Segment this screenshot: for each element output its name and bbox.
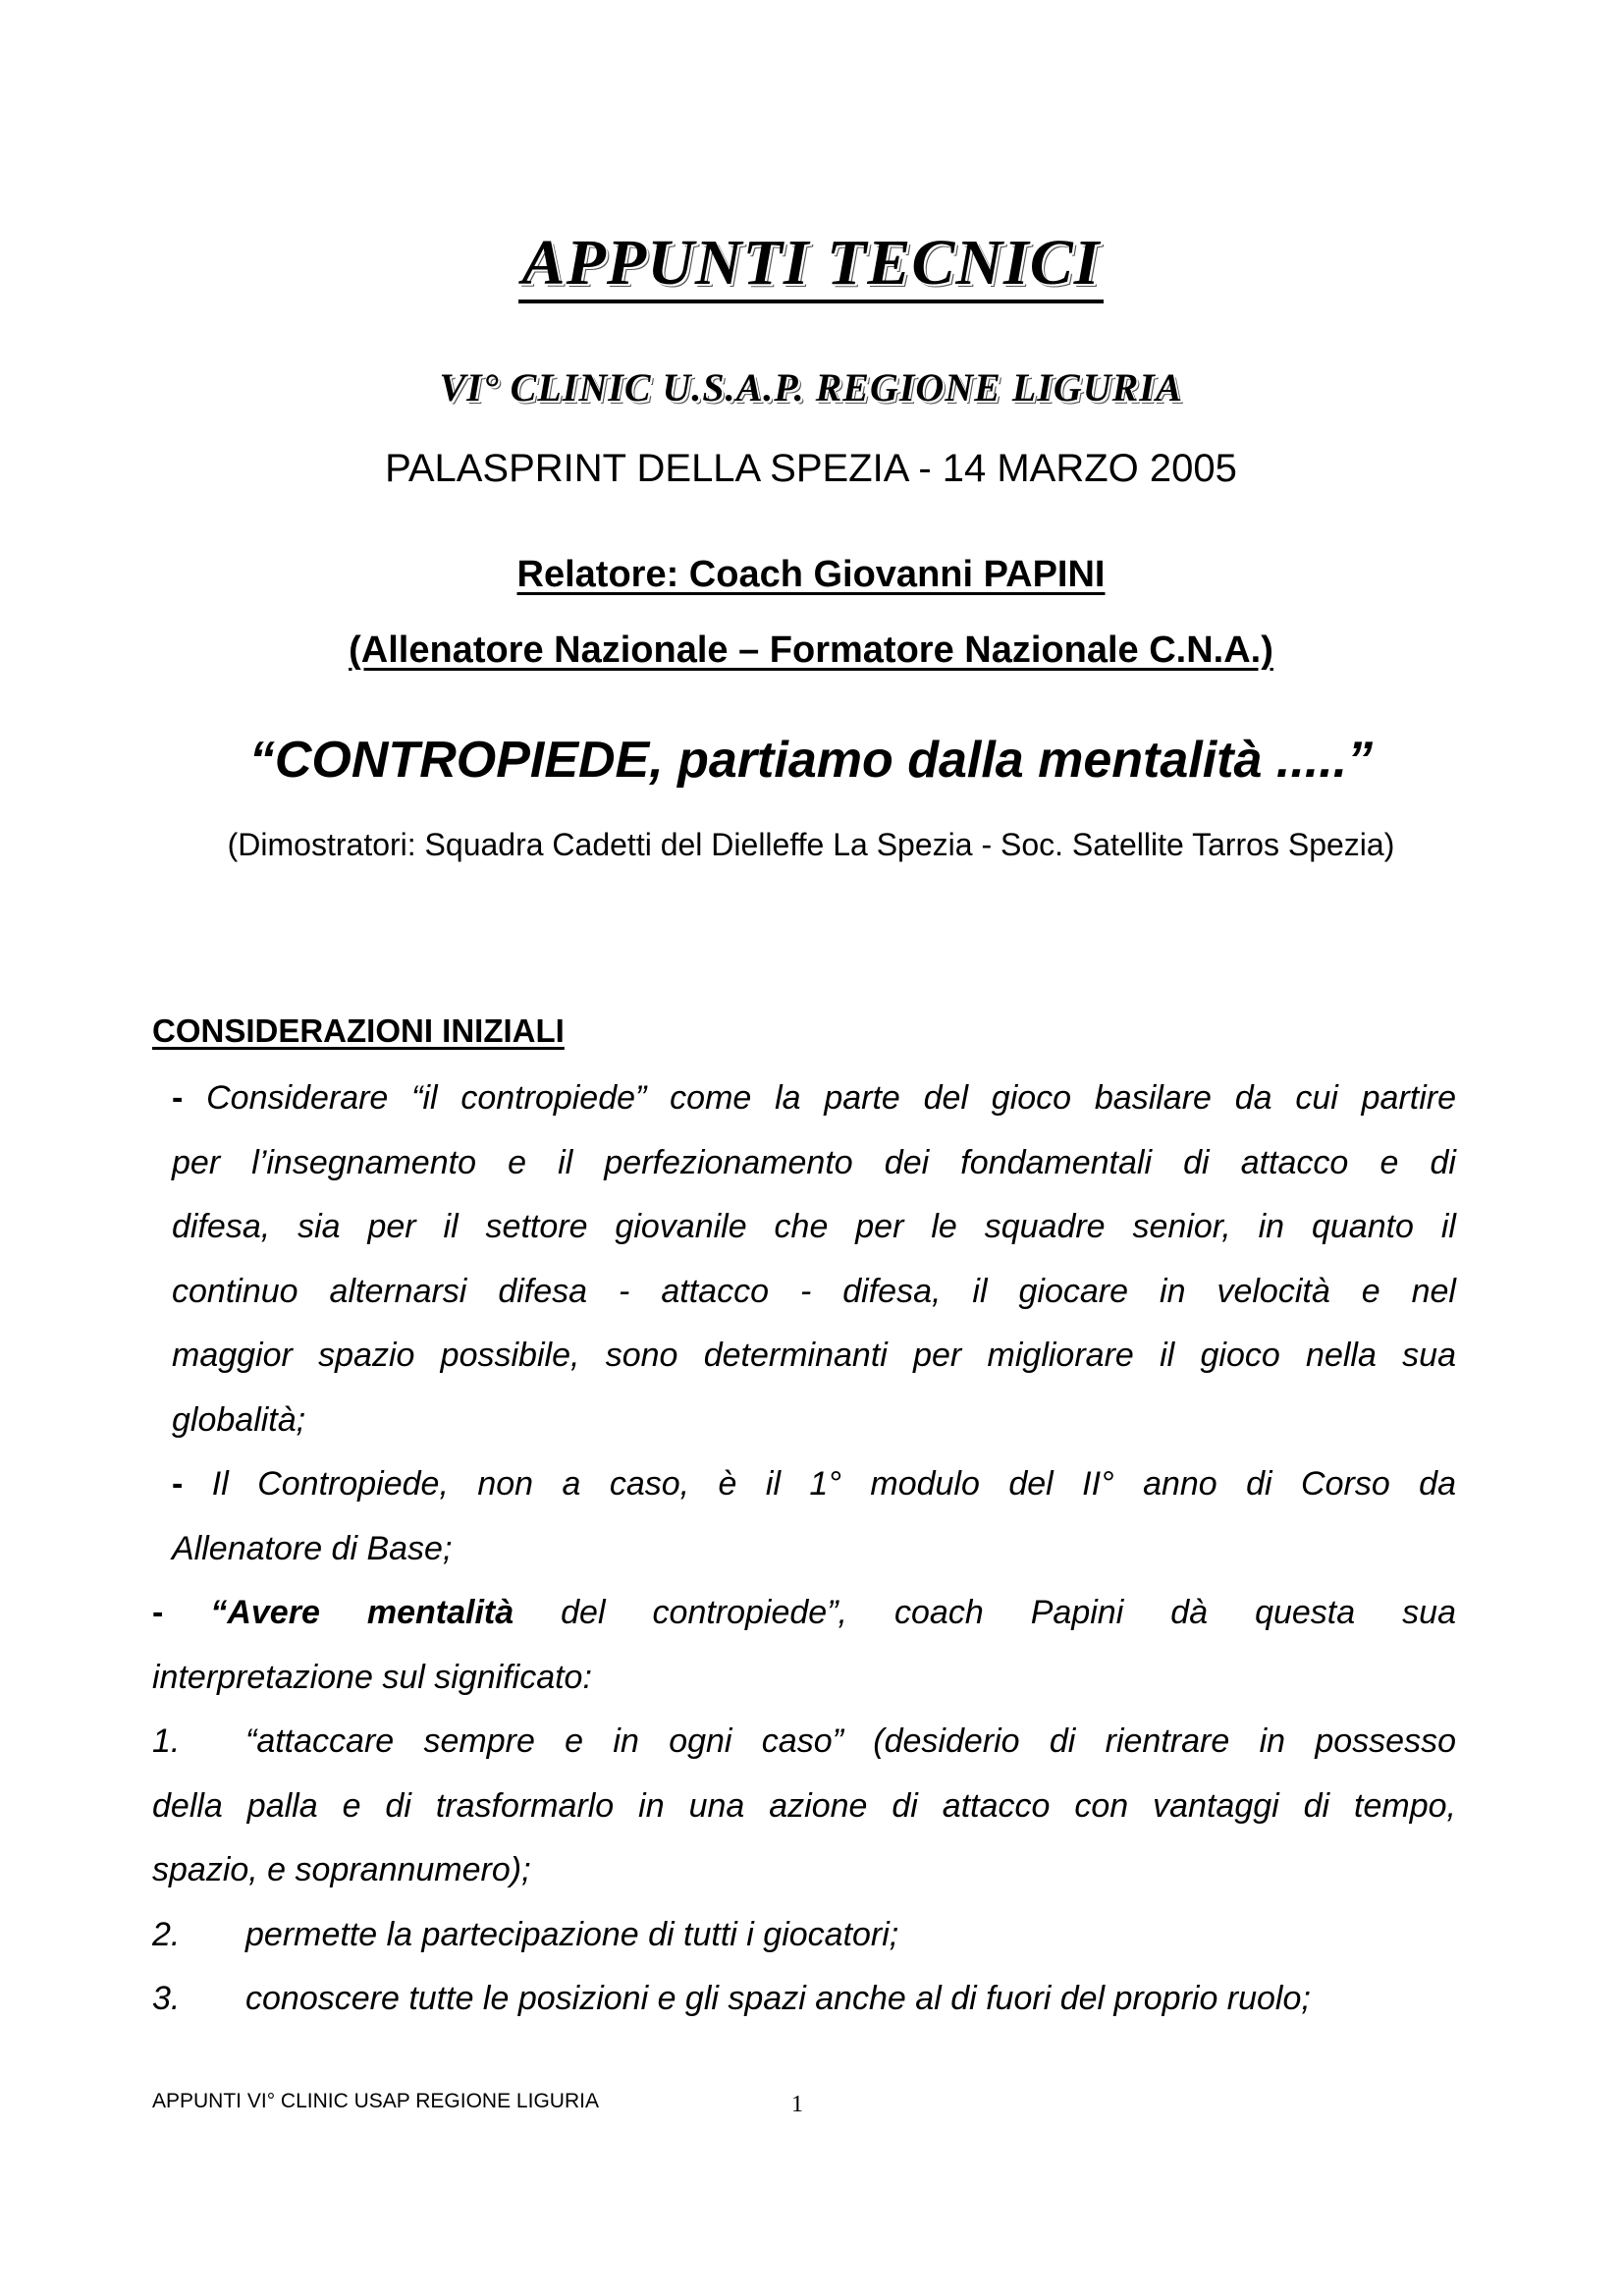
document-subtitle: VI° CLINIC U.S.A.P. REGIONE LIGURIA (439, 365, 1183, 410)
demonstrators-note: (Dimostratori: Squadra Cadetti del Dielleffe La Spezia - Soc. Satellite Tarros Spezia) (227, 827, 1395, 862)
bullet-3-emphasis: “Avere mentalità (210, 1594, 514, 1631)
bullet-2-line-2: Allenatore di Base; (172, 1530, 453, 1567)
bullet-3-line-1: - “Avere mentalità del contropiede”, coach Papini dà questa sua (152, 1594, 1456, 1631)
numbered-1-line-3: spazio, e soprannumero); (152, 1851, 531, 1888)
speaker-text: Relatore: Coach Giovanni PAPINI (516, 554, 1106, 595)
speaker-role-line (0, 626, 1622, 675)
section-heading (152, 1010, 565, 1053)
numbered-2-line-1: 2. permette la partecipazione di tutti i giocatori; (152, 1913, 898, 1956)
page-number: 1 (791, 2092, 803, 2117)
bullet-3-line-2: interpretazione sul significato: (152, 1659, 592, 1696)
numbered-3-line-1: 3. conoscere tutte le posizioni e gli spazi anche al di fuori del proprio ruolo; (152, 1977, 1311, 2020)
venue-date: PALASPRINT DELLA SPEZIA - 14 MARZO 2005 (385, 447, 1237, 490)
bullet-dash: - (172, 1079, 184, 1117)
numbered-1-line-2: della palla e di trasformarlo in una azione di attacco con vantaggi di tempo, (152, 1787, 1456, 1825)
footer-text: APPUNTI VI° CLINIC USAP REGIONE LIGURIA (152, 2090, 599, 2112)
speaker-line (0, 550, 1622, 599)
list-number: 2. (152, 1916, 181, 1953)
talk-title: “CONTROPIEDE, partiamo dalla mentalità .....” (248, 732, 1374, 789)
bullet-dash: - (172, 1465, 184, 1503)
list-number: 1. (152, 1722, 181, 1760)
bullet-1-line-6: globalità; (172, 1401, 306, 1439)
bullet-1-line-2: per l’insegnamento e il perfezionamento dei fondamentali di attacco e di (172, 1144, 1456, 1181)
list-number: 3. (152, 1980, 181, 2017)
bullet-1-line-3: difesa, sia per il settore giovanile che per le squadre senior, in quanto il (172, 1208, 1456, 1245)
numbered-1-line-1: 1. “attaccare sempre e in ogni caso” (desiderio di rientrare in possesso (152, 1720, 1456, 1763)
bullet-2-line-1: - Il Contropiede, non a caso, è il 1° modulo del II° anno di Corso da (172, 1465, 1456, 1503)
document-title (0, 224, 1622, 303)
bullet-1-line-1: - Considerare “il contropiede” come la parte del gioco basilare da cui partire (172, 1079, 1456, 1117)
bullet-1-line-4: continuo alternarsi difesa - attacco - difesa, il giocare in velocità e nel (172, 1273, 1456, 1310)
section-heading-text: CONSIDERAZIONI INIZIALI (152, 1012, 565, 1049)
bullet-1-line-5: maggior spazio possibile, sono determinanti per migliorare il gioco nella sua (172, 1337, 1456, 1374)
speaker-role-text: (Allenatore Nazionale – Formatore Nazionale C.N.A.) (349, 629, 1273, 671)
bullet-dash: - (152, 1594, 164, 1631)
document-title-text: APPUNTI TECNICI (518, 229, 1105, 303)
